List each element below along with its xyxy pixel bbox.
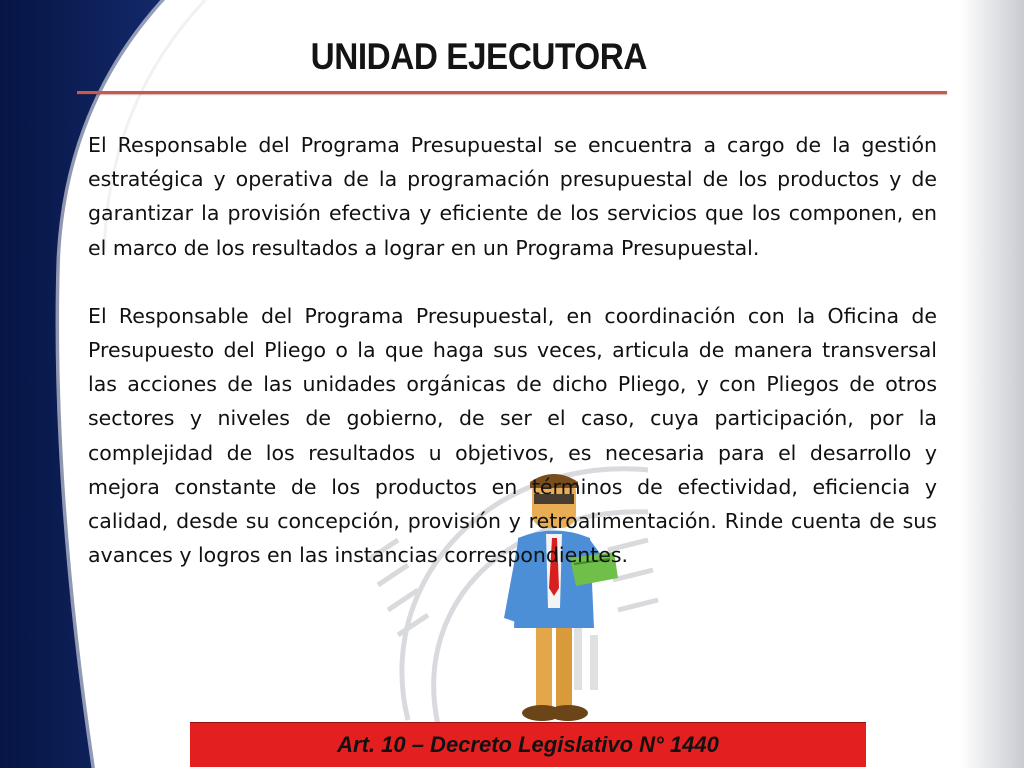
title-divider (77, 91, 947, 94)
paragraph-2: El Responsable del Programa Presupuestal, en coordinación con la Oficina de Presupuesto del Pliego o la que haga sus veces, articula de manera transversal las acciones de las unidades orgánicas de dicho Pliego, y con Pliegos de otros sectores y niveles de gobierno, de ser el caso, cuya participación, por la complejidad de los resultados u objetivos, es necesaria para el desarrollo y mejora constante de los productos en términos de efectividad, eficiencia y calidad, desde su concepción, provisión y retroalimentación. Rinde cuenta de sus avances y logros en las instancias correspondientes. (88, 303, 937, 568)
body-text (88, 128, 937, 572)
slide-title: UNIDAD EJECUTORA (310, 36, 647, 77)
reference-text: Art. 10 – Decreto Legislativo N° 1440 (337, 732, 719, 757)
reference-banner (190, 722, 866, 767)
paragraph-1: El Responsable del Programa Presupuestal se encuentra a cargo de la gestión estratégica y operativa de la programación presupuestal de los productos y de garantizar la provisión efectiva y eficiente de los servicios que los componen, en el marco de los resultados a lograr en un Programa Presupuestal. (88, 133, 937, 260)
